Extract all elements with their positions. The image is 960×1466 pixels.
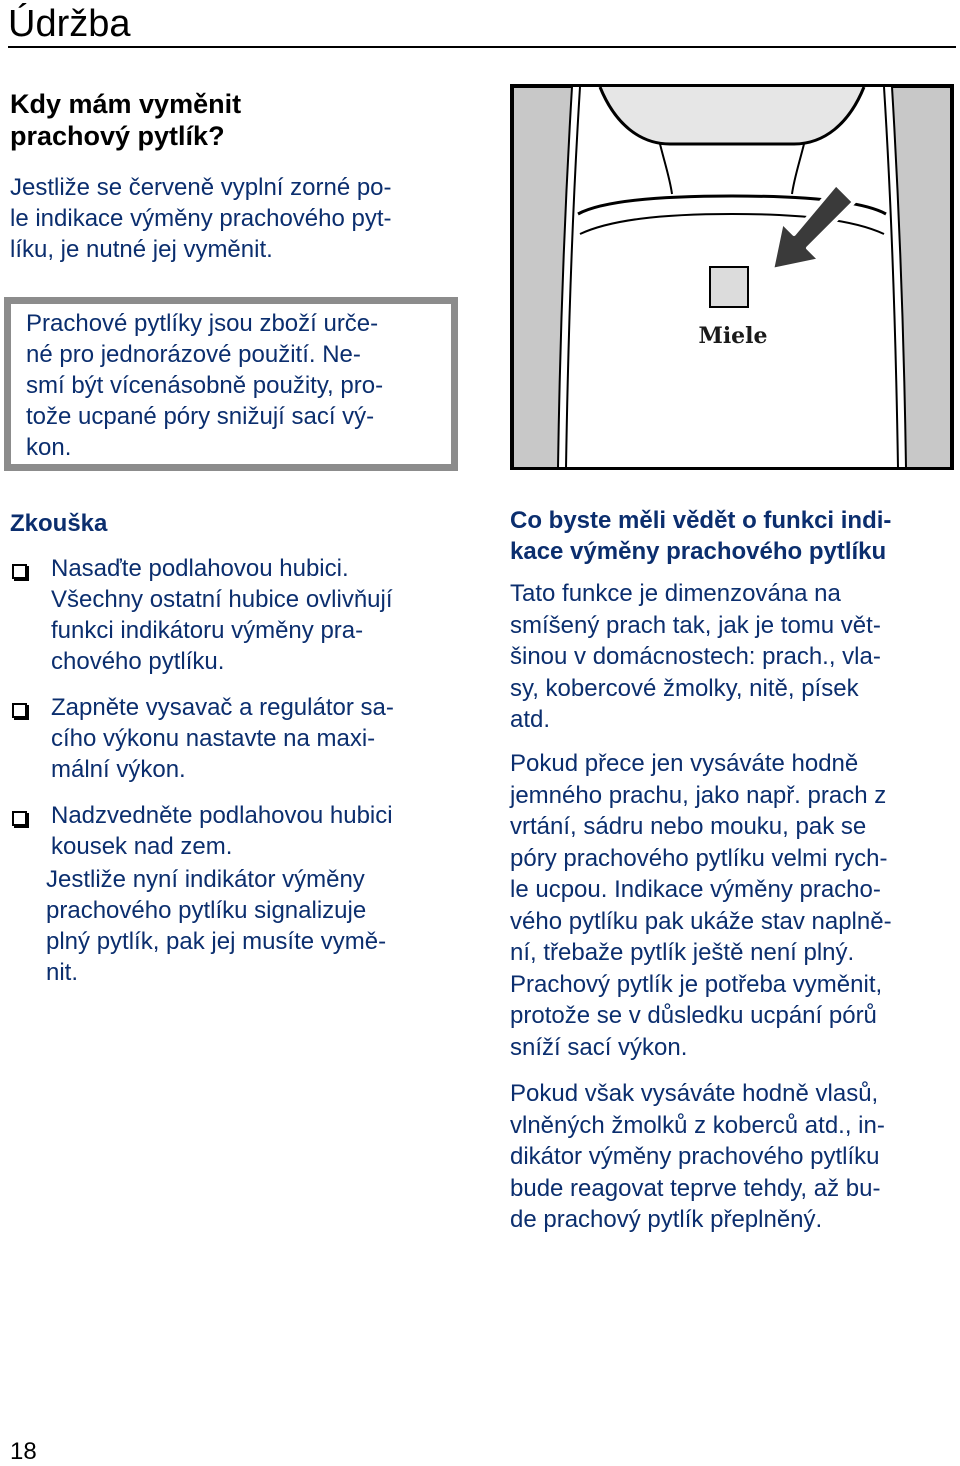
info-paragraph <box>510 578 881 736</box>
question-heading-line: prachový pytlík? <box>10 121 225 151</box>
text-line: smíšený prach tak, jak je tomu vět- <box>510 611 881 639</box>
text-line: kace výměny prachového pytlíku <box>510 538 887 565</box>
text-line: sy, kobercové žmolky, nitě, písek <box>510 674 859 702</box>
text-line: Jestliže se červeně vyplní zorné po- <box>10 174 392 201</box>
text-line: nit. <box>46 959 79 986</box>
text-line: le ucpou. Indikace výměny pracho- <box>510 876 881 903</box>
text-line: Pokud však vysáváte hodně vlasů, <box>510 1080 879 1107</box>
vacuum-indicator-illustration <box>510 84 954 470</box>
text-line: plný pytlík, pak jej musíte vymě- <box>46 928 387 955</box>
text-line: Nasaďte podlahovou hubici. <box>51 555 349 582</box>
text-line: jemného prachu, jako např. prach z <box>510 781 887 809</box>
text-line: cího výkonu nastavte na maxi- <box>51 725 376 752</box>
text-line: né pro jednorázové použití. Ne- <box>26 341 361 368</box>
text-line: smí být vícenásobně použity, pro- <box>26 372 384 399</box>
text-line: póry prachového pytlíku velmi rych- <box>510 844 888 872</box>
info-paragraph <box>510 748 892 1063</box>
text-line: de prachový pytlík přeplněný. <box>510 1206 823 1233</box>
text-line: chového pytlíku. <box>51 648 225 675</box>
text-line: le indikace výměny prachového pyt- <box>10 205 392 232</box>
checkbox-bullet-icon <box>12 811 27 826</box>
text-line: Pokud přece jen vysáváte hodně <box>510 750 859 777</box>
brand-logo: Miele <box>698 323 768 349</box>
text-line: Nadzvedněte podlahovou hubici <box>51 802 393 829</box>
text-line: tože ucpané póry snižují sací vý- <box>26 403 375 430</box>
text-line: dikátor výměny prachového pytlíku <box>510 1143 880 1170</box>
text-line: Všechny ostatní hubice ovlivňují <box>51 586 393 613</box>
text-line: prachového pytlíku signalizuje <box>46 897 367 924</box>
text-line: Jestliže nyní indikátor výměny <box>46 866 365 893</box>
checkbox-bullet-icon <box>12 703 27 718</box>
text-line: kon. <box>26 434 72 461</box>
text-line: kousek nad zem. <box>51 833 233 860</box>
vacuum-handle-recess <box>600 87 864 144</box>
text-line: Co byste měli vědět o funkci indi- <box>510 507 892 534</box>
title-divider <box>8 46 956 48</box>
text-line: ní, třebaže pytlík ještě není plný. <box>510 939 855 966</box>
text-line: Prachový pytlík je potřeba vyměnit, <box>510 970 883 998</box>
text-line: atd. <box>510 706 551 733</box>
text-line: bude reagovat teprve tehdy, až bu- <box>510 1174 881 1202</box>
indicator-window <box>710 267 748 307</box>
step-continuation <box>46 864 386 988</box>
text-line: Tato funkce je dimenzována na <box>510 580 841 607</box>
section-title: Údržba <box>8 3 131 45</box>
info-paragraph <box>510 1078 885 1236</box>
text-line: šinou v domácnostech: prach., vla- <box>510 643 881 670</box>
info-heading <box>510 505 891 567</box>
page-number: 18 <box>10 1438 37 1465</box>
checkbox-bullet-icon <box>12 564 27 579</box>
question-heading-line: Kdy mám vyměnit <box>10 89 242 119</box>
test-heading: Zkouška <box>10 510 108 537</box>
text-line: vého pytlíku pak ukáže stav naplně- <box>510 907 892 935</box>
text-line: líku, je nutné jej vyměnit. <box>10 236 273 263</box>
warning-text <box>26 308 383 463</box>
question-heading <box>10 88 450 152</box>
text-line: funkci indikátoru výměny pra- <box>51 617 364 644</box>
question-text <box>10 172 450 265</box>
text-line: vlněných žmolků z koberců atd., in- <box>510 1111 885 1139</box>
text-line: Zapněte vysavač a regulátor sa- <box>51 694 394 721</box>
text-line: sníží sací výkon. <box>510 1033 688 1061</box>
text-line: Prachové pytlíky jsou zboží urče- <box>26 310 379 337</box>
text-line: vrtání, sádru nebo mouku, pak se <box>510 813 867 840</box>
text-line: mální výkon. <box>51 756 186 783</box>
text-line: protože se v důsledku ucpání pórů <box>510 1002 877 1029</box>
